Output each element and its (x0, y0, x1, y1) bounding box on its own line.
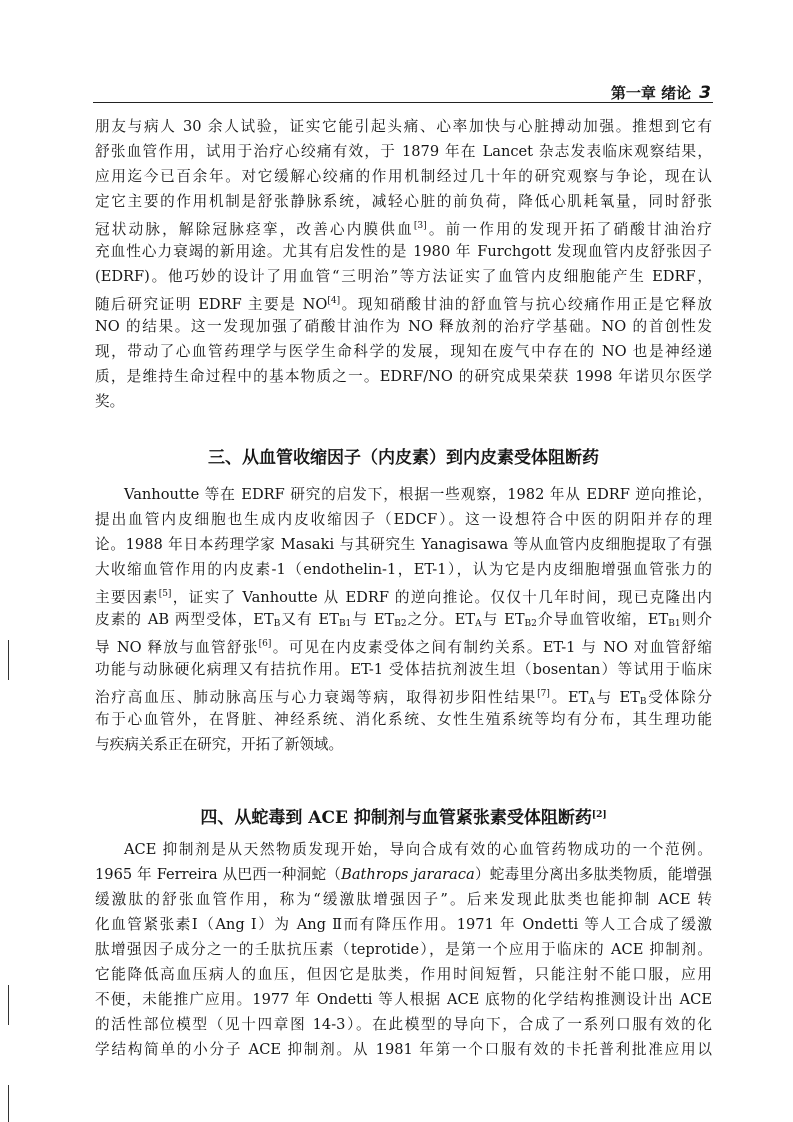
subscript: A (588, 697, 595, 707)
subscript: B (273, 619, 281, 629)
text-line: 它能降低高血压病人的血压，但因它是肽类，作用时间短暂，只能注射不能口服，应用 (95, 966, 712, 983)
subscript: B1 (668, 619, 681, 629)
text-line: ACE 抑制剂是从天然物质发现开始，导向合成有效的心血管药物成功的一个范例。 (124, 841, 712, 858)
text-line: 大收缩血管作用的内皮素-1（endothelin-1，ET-1），认为它是内皮细胞增强血管张力的 (95, 561, 712, 578)
text-line: 定它主要的作用机制是舒张静脉系统，减轻心脏的前负荷，降低心肌耗氧量，同时舒张 (95, 193, 712, 210)
paragraph-endothelin (95, 482, 712, 757)
text-line: NO 的结果。这一发现加强了硝酸甘油作为 NO 释放剂的治疗学基础。NO 的首创性发 (95, 318, 712, 335)
text-line: 冠状动脉，解除冠脉痉挛，改善心内膜供血[3]。前一作用的发现开拓了硝酸甘油治疗 (95, 221, 712, 238)
italic-term: Bathrops jararaca (341, 866, 475, 883)
citation-ref: [3] (413, 221, 427, 231)
text-line: 学结构简单的小分子 ACE 抑制剂。从 1981 年第一个口服有效的卡托普利批准应用以 (95, 1041, 712, 1058)
running-header (93, 80, 713, 103)
text-line: 不便，未能推广应用。1977 年 Ondetti 等人根据 ACE 底物的化学结构推测设计出 ACE (95, 991, 712, 1008)
text-line: 论。1988 年日本药理学家 Masaki 与其研究生 Yanagisawa 等从血管内皮细胞提取了有强 (95, 536, 712, 553)
subscript: B1 (338, 619, 352, 629)
text-line: 缓激肽的舒张血管作用，称为“缓激肽增强因子”。后来发现此肽类也能抑制 ACE 转 (95, 891, 712, 908)
scan-artifact-line (8, 1085, 9, 1122)
chapter-title: 第一章 绪论 (610, 84, 692, 102)
text-line: 治疗高血压、肺动脉高压与心力衰竭等病，取得初步阳性结果[7]。$ET_A$与 $ET_B$受体除分 (95, 689, 712, 707)
text-line: 化血管紧张素Ⅰ（Ang Ⅰ）为 Ang Ⅱ而有降压作用。1971 年 Ondetti 等人工合成了缓激 (95, 916, 712, 933)
text-line: 充血性心力衰竭的新用途。尤其有启发性的是 1980 年 Furchgott 发现血管内皮舒张因子 (95, 243, 712, 260)
text-line: 随后研究证明 EDRF 主要是 NO[4]。现知硝酸甘油的舒血管与抗心绞痛作用正是它释放 (95, 296, 712, 313)
paragraph-nitroglycerin (95, 114, 712, 414)
citation-ref: [6] (258, 639, 272, 649)
text-line: (EDRF)。他巧妙的设计了用血管“三明治”等方法证实了血管内皮细胞能产生 EDRF， (95, 268, 712, 285)
section-heading-4 (95, 801, 712, 829)
section-heading-3: 三、从血管收缩因子（内皮素）到内皮素受体阻断药 (208, 448, 599, 468)
citation-ref: [4] (327, 296, 341, 306)
citation-ref: [7] (537, 689, 550, 699)
subscript: B2 (394, 619, 407, 629)
text-line: 皮素的 AB 两型受体，$ET_B$又有 $ET_{B1}$与 $ET_{B2}$之分。$ET_A$与 $ET_{B2}$介导血管收缩，$ET_{B1}$则介 (95, 611, 712, 629)
text-line: 奖。 (95, 393, 125, 410)
subscript: A (475, 619, 482, 629)
text-line: 布于心血管外，在肾脏、神经系统、消化系统、女性生殖系统等均有分布，其生理功能 (95, 711, 712, 728)
subscript: B (639, 697, 647, 707)
text-line: 提出血管内皮细胞也生成内皮收缩因子（EDCF）。这一设想符合中医的阴阳并存的理 (95, 511, 712, 528)
text-line: 肽增强因子成分之一的壬肽抗压素（teprotide），是第一个应用于临床的 ACE 抑制剂。 (95, 941, 712, 958)
text-line: 与疾病关系正在研究，开拓了新领域。 (95, 736, 344, 753)
text-line: 应用迄今已百余年。对它缓解心绞痛的作用机制经过几十年的研究观察与争论，现在认 (95, 168, 712, 185)
text-line: 导 NO 释放与血管舒张[6]。可见在内皮素受体之间有制约关系。ET-1 与 NO 对血管舒缩 (95, 639, 713, 656)
text-line: 主要因素[5]，证实了 Vanhoutte 从 EDRF 的逆向推论。仅仅十几年时间，现已克隆出内 (95, 589, 712, 606)
page-body (95, 114, 712, 1062)
scan-artifact-line (8, 640, 9, 680)
text-line: 舒张血管作用，试用于治疗心绞痛有效，于 1879 年在 Lancet 杂志发表临床观察结果， (95, 143, 712, 160)
text-line: 1965 年 Ferreira 从巴西一种洞蛇（Bathrops jararaca）蛇毒里分离出多肽类物质，能增强 (95, 866, 712, 883)
subscript: B2 (524, 619, 537, 629)
paragraph-ace-inhibitors (95, 837, 712, 1062)
text-line: 功能与动脉硬化病理又有拮抗作用。ET-1 受体拮抗剂波生坦（bosentan）等试用于临床 (95, 661, 712, 678)
section-heading-4-text: 四、从蛇毒到 ACE 抑制剂与血管紧张素受体阻断药 (200, 808, 592, 828)
scan-artifact-line (8, 985, 9, 1025)
page-number: 3 (699, 83, 711, 103)
text-line: 朋友与病人 30 余人试验，证实它能引起头痛、心率加快与心脏搏动加强。推想到它有 (95, 118, 712, 135)
text-line: 的活性部位模型（见十四章图 14-3）。在此模型的导向下，合成了一系列口服有效的化 (95, 1016, 712, 1033)
citation-ref: [5] (158, 589, 172, 599)
citation-ref: [2] (591, 810, 607, 820)
text-line: Vanhoutte 等在 EDRF 研究的启发下，根据一些观察，1982 年从 EDRF 逆向推论， (124, 486, 712, 503)
text-line: 质，是维持生命过程中的基本物质之一。EDRF/NO 的研究成果荣获 1998 年诺贝尔医学 (95, 368, 712, 385)
text-line: 现，带动了心血管药理学与医学生命科学的发展，现知在废气中存在的 NO 也是神经递 (95, 343, 712, 360)
